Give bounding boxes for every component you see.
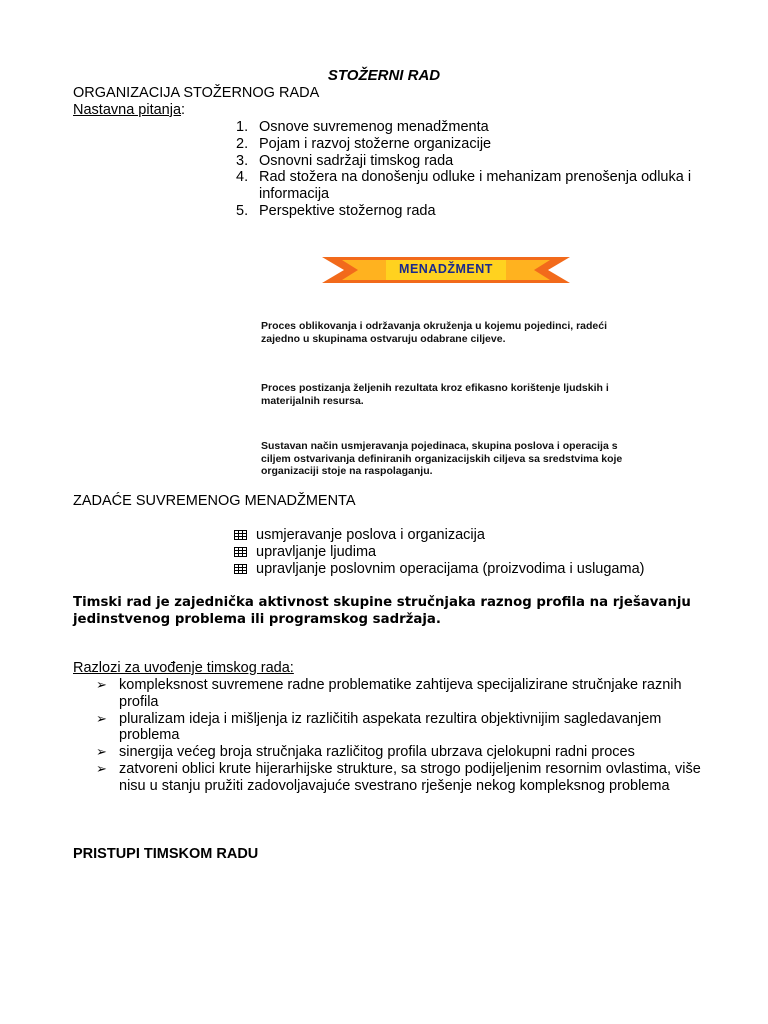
- list-item-number: 5.: [236, 202, 249, 219]
- list-item: [236, 203, 737, 220]
- questions-label-line: [73, 102, 185, 118]
- reasons-list: [96, 677, 716, 795]
- list-item-text: upravljanje poslovnim operacijama (proizvodima i uslugama): [256, 560, 645, 577]
- table-bullet-icon: [234, 564, 247, 574]
- list-item: [234, 527, 644, 544]
- list-item-text: upravljanje ljudima: [256, 543, 377, 560]
- list-item: [236, 169, 737, 203]
- tasks-list: [234, 527, 644, 577]
- list-item: [236, 153, 737, 170]
- list-item-number: 3.: [236, 152, 249, 169]
- list-item-number: 1.: [236, 119, 249, 135]
- list-item-text: Osnovni sadržaji timskog rada: [259, 152, 454, 169]
- section-subtitle: ORGANIZACIJA STOŽERNOG RADA: [73, 85, 320, 101]
- list-item-text: kompleksnost suvremene radne problematike zahtijeva specijalizirane stručnjake raznih profila: [119, 677, 682, 710]
- page-title: STOŽERNI RAD: [327, 67, 441, 84]
- questions-list: [236, 119, 737, 220]
- arrow-bullet-icon: ➢: [96, 760, 107, 776]
- list-item: [96, 711, 716, 745]
- approaches-heading: PRISTUPI TIMSKOM RADU: [73, 846, 259, 862]
- questions-colon: :: [181, 102, 186, 118]
- list-item-text: Osnove suvremenog menadžmenta: [259, 119, 489, 135]
- list-item-text: Perspektive stožernog rada: [259, 202, 436, 219]
- tasks-heading: ZADAĆE SUVREMENOG MENADŽMENTA: [73, 493, 356, 509]
- list-item-text: Pojam i razvoj stožerne organizacije: [259, 135, 492, 152]
- management-banner: [322, 256, 570, 284]
- definition-3: Sustavan način usmjeravanja pojedinaca, skupina poslova i operacija s ciljem ostvarivanja definiranih organizacijskih ciljeva sa sredstvima koje organizaciji stoje na raspolaganju.: [261, 440, 623, 477]
- questions-label: Nastavna pitanja: [73, 102, 182, 118]
- list-item: [96, 761, 716, 795]
- list-item-number: 2.: [236, 135, 249, 152]
- definition-1: Proces oblikovanja i održavanja okruženja u kojemu pojedinci, radeći zajedno u skupinama ostvaruju odabrane ciljeve.: [261, 320, 608, 345]
- list-item-text: pluralizam ideja i mišljenja iz različitih aspekata rezultira objektivnijim sagledavanjem problema: [119, 710, 662, 744]
- list-item: [234, 561, 644, 578]
- arrow-bullet-icon: ➢: [96, 677, 107, 692]
- list-item: [234, 544, 644, 561]
- arrow-bullet-icon: ➢: [96, 710, 107, 726]
- team-definition: Timski rad je zajednička aktivnost skupine stručnjaka raznog profila na rješavanju jedinstvenog problema ili programskog sadržaja.: [73, 595, 691, 627]
- list-item: [236, 136, 737, 153]
- table-bullet-icon: [234, 530, 247, 540]
- table-bullet-icon: [234, 547, 247, 557]
- list-item-text: Rad stožera na donošenju odluke i mehanizam prenošenja odluka i informacija: [259, 169, 692, 203]
- list-item-text: usmjeravanje poslova i organizacija: [256, 527, 485, 543]
- arrow-bullet-icon: ➢: [96, 744, 107, 760]
- list-item-text: sinergija većeg broja stručnjaka različitog profila ubrzava cjelokupni radni proces: [119, 744, 635, 761]
- management-figure: [256, 248, 628, 480]
- list-item-text: zatvoreni oblici krute hijerarhijske strukture, sa strogo podijeljenim resornim ovlastima, više nisu u stanju pružiti zadovoljavajuće svestrano rješenje nekog kompleksnog problema: [119, 760, 701, 794]
- list-item: [96, 744, 716, 761]
- list-item: [236, 119, 737, 136]
- definition-2: Proces postizanja željenih rezultata kroz efikasno korištenje ljudskih i materijalnih resursa.: [261, 382, 609, 407]
- list-item: [96, 677, 716, 711]
- reasons-heading: Razlozi za uvođenje timskog rada:: [73, 660, 294, 676]
- banner-label: MENADŽMENT: [399, 262, 493, 276]
- list-item-number: 4.: [236, 169, 249, 186]
